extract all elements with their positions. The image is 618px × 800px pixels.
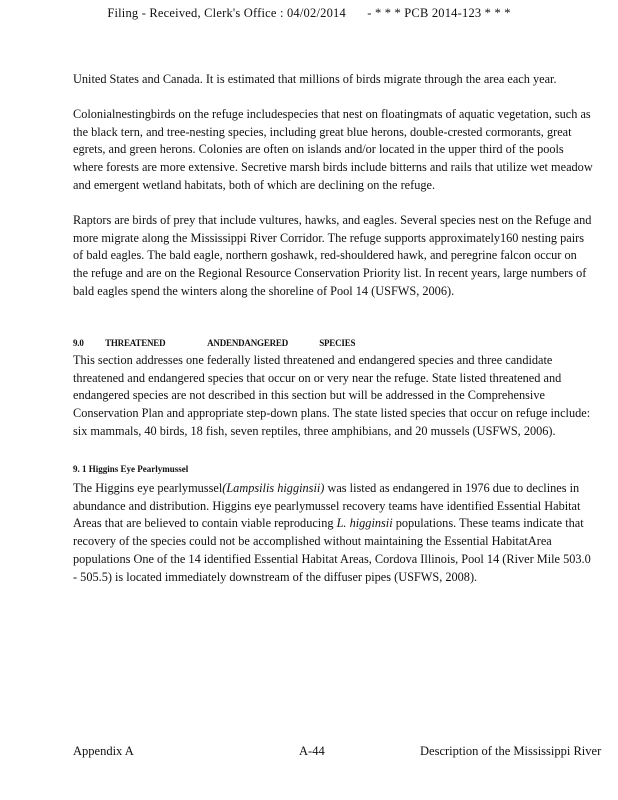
subsection-title: Higgins Eye Pearlymussel (88, 463, 189, 474)
section-heading (73, 335, 593, 352)
section-number: 9.0 (73, 337, 84, 348)
paragraph-threatened-species: This section addresses one federally listed threatened and endangered species and three candidate threatened and endangered species that occur on or very near the refuge. State listed threatened and endangered species are not described in this section but will be addressed in the Comprehensive Conservation Plan and appropriate step-down plans. The state listed species that occur on refuge include: six mammals, 40 birds, 18 fish, seven reptiles, three amphibians, and 20 mussels (USFWS, 2006). (73, 352, 591, 438)
page-header (0, 6, 618, 21)
document-body (73, 71, 593, 587)
subsection-heading (73, 458, 593, 480)
paragraph-migration: United States and Canada. It is estimated that millions of birds migrate through the area each year. (73, 72, 557, 86)
section-title-word-1: THREATENED (105, 337, 166, 348)
higgins-text-b: was listed as endangered in 1976 due to declines in abundance and distribution. Higgins eye pearlymussel recovery teams have identified Essential Habitat Areas that are believed to contain viable reproducing (73, 480, 581, 531)
paragraph-higgins-eye (73, 480, 593, 587)
higgins-text-a: The Higgins eye pearlymussel (73, 480, 223, 495)
higgins-text-c: populations. These teams indicate that recovery of the species could not be accomplished without maintaining the Essential HabitatArea populations One of the 14 identified Essential Habitat Areas, Cordova Illinois, Pool 14 (River Mile 503.0 - 505.5) is located immediately downstream of the diffuser pipes (USFWS, 2008). (73, 516, 591, 584)
species-scientific-name: (Lampsilis higginsii) (222, 480, 325, 495)
footer-page-number: A-44 (299, 744, 325, 758)
filing-stamp: Filing - Received, Clerk's Office : 04/02/2014 (107, 6, 346, 20)
species-short-name: L. higginsii (336, 516, 393, 531)
paragraph-colonial-birds: Colonialnestingbirds on the refuge includespecies that nest on floatingmats of aquatic vegetation, such as the black tern, and tree-nesting species, including great blue herons, double-crested cormorants, great egrets, and green herons. Colonies are often on islands and/or located in the upper third of the pools where forests are more extensive. Secretive marsh birds include bitterns and rails that utilize wet meadow and emergent wetland habitats, both of which are declining on the refuge. (73, 106, 593, 192)
section-title-word-2: ANDENDANGERED (207, 337, 289, 348)
section-title-word-3: SPECIES (319, 337, 356, 348)
paragraph-raptors: Raptors are birds of prey that include vultures, hawks, and eagles. Several species nest on the Refuge and more migrate along the Mississippi River Corridor. The refuge supports approximately160 nesting pairs of bald eagles. The bald eagle, northern goshawk, red-shouldered hawk, and peregrine falcon occur on the refuge and are on the Regional Resource Conservation Priority list. In recent years, large numbers of bald eagles spend the winters along the shoreline of Pool 14 (USFWS, 2006). (73, 212, 592, 298)
subsection-number: 9. 1 (73, 463, 87, 474)
pcb-number: - * * * PCB 2014-123 * * * (367, 6, 511, 20)
footer-section-title: Description of the Mississippi River (420, 744, 602, 758)
footer-appendix: Appendix A (73, 744, 134, 758)
